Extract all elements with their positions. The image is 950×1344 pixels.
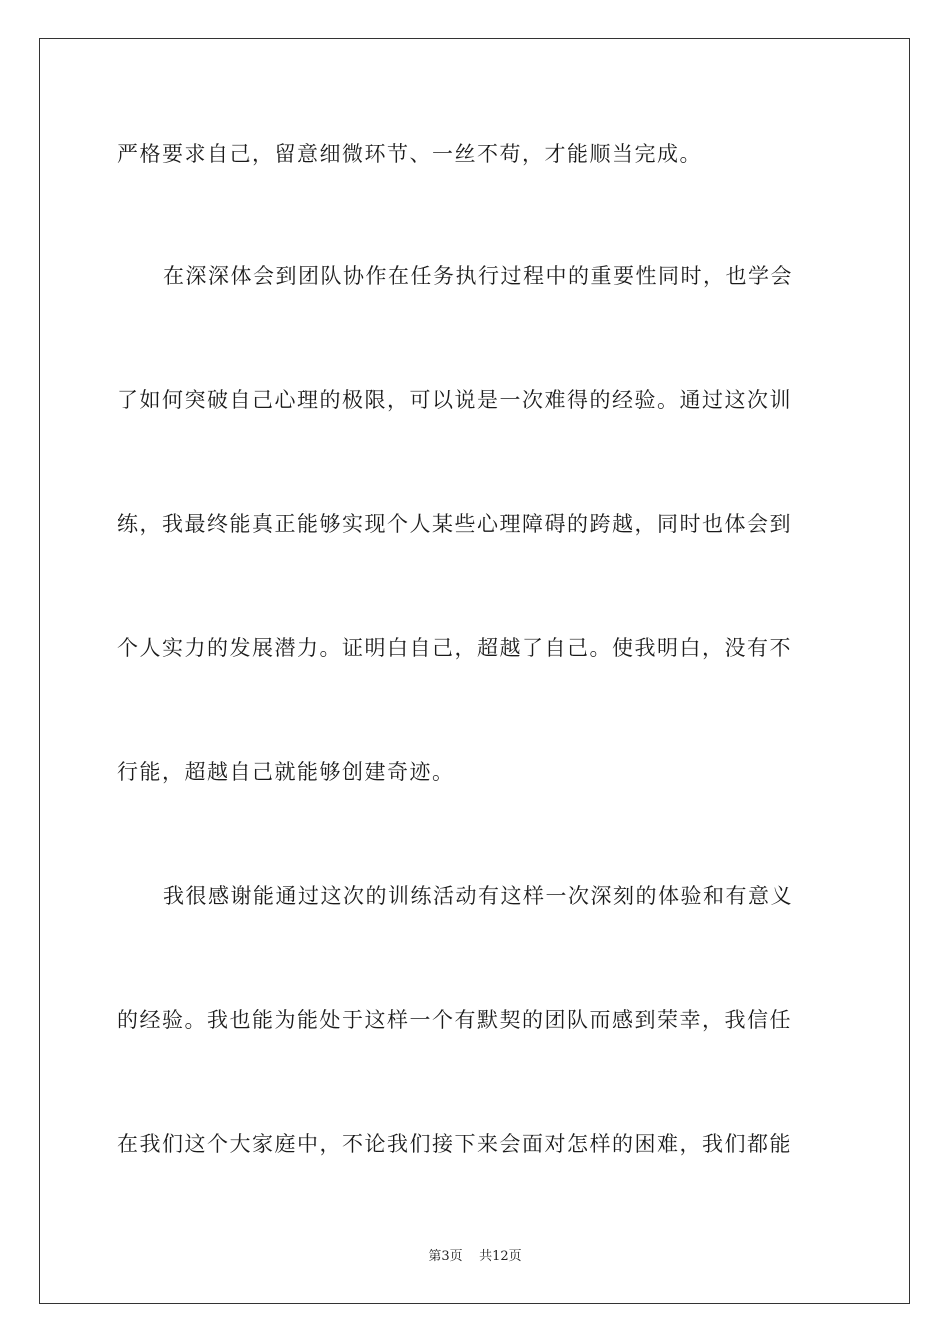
text-line-6: 行能，超越自己就能够创建奇迹。 — [117, 760, 455, 784]
text-line-1: 严格要求自己，留意细微环节、一丝不苟，才能顺当完成。 — [117, 142, 702, 166]
text-line-4: 练，我最终能真正能够实现个人某些心理障碍的跨越，同时也体会到 — [117, 512, 792, 536]
total-pages: 共12页 — [479, 1249, 522, 1264]
text-line-2: 在深深体会到团队协作在任务执行过程中的重要性同时，也学会 — [163, 264, 793, 288]
text-line-7: 我很感谢能通过这次的训练活动有这样一次深刻的体验和有意义 — [163, 884, 793, 908]
text-line-8: 的经验。我也能为能处于这样一个有默契的团队而感到荣幸，我信任 — [117, 1008, 792, 1032]
text-line-5: 个人实力的发展潜力。证明白自己，超越了自己。使我明白，没有不 — [117, 636, 792, 660]
page-footer — [0, 1248, 950, 1266]
page-border — [39, 38, 910, 1304]
text-line-9: 在我们这个大家庭中，不论我们接下来会面对怎样的困难，我们都能 — [117, 1132, 792, 1156]
page-number: 第3页 — [428, 1249, 463, 1264]
text-line-3: 了如何突破自己心理的极限，可以说是一次难得的经验。通过这次训 — [117, 388, 792, 412]
